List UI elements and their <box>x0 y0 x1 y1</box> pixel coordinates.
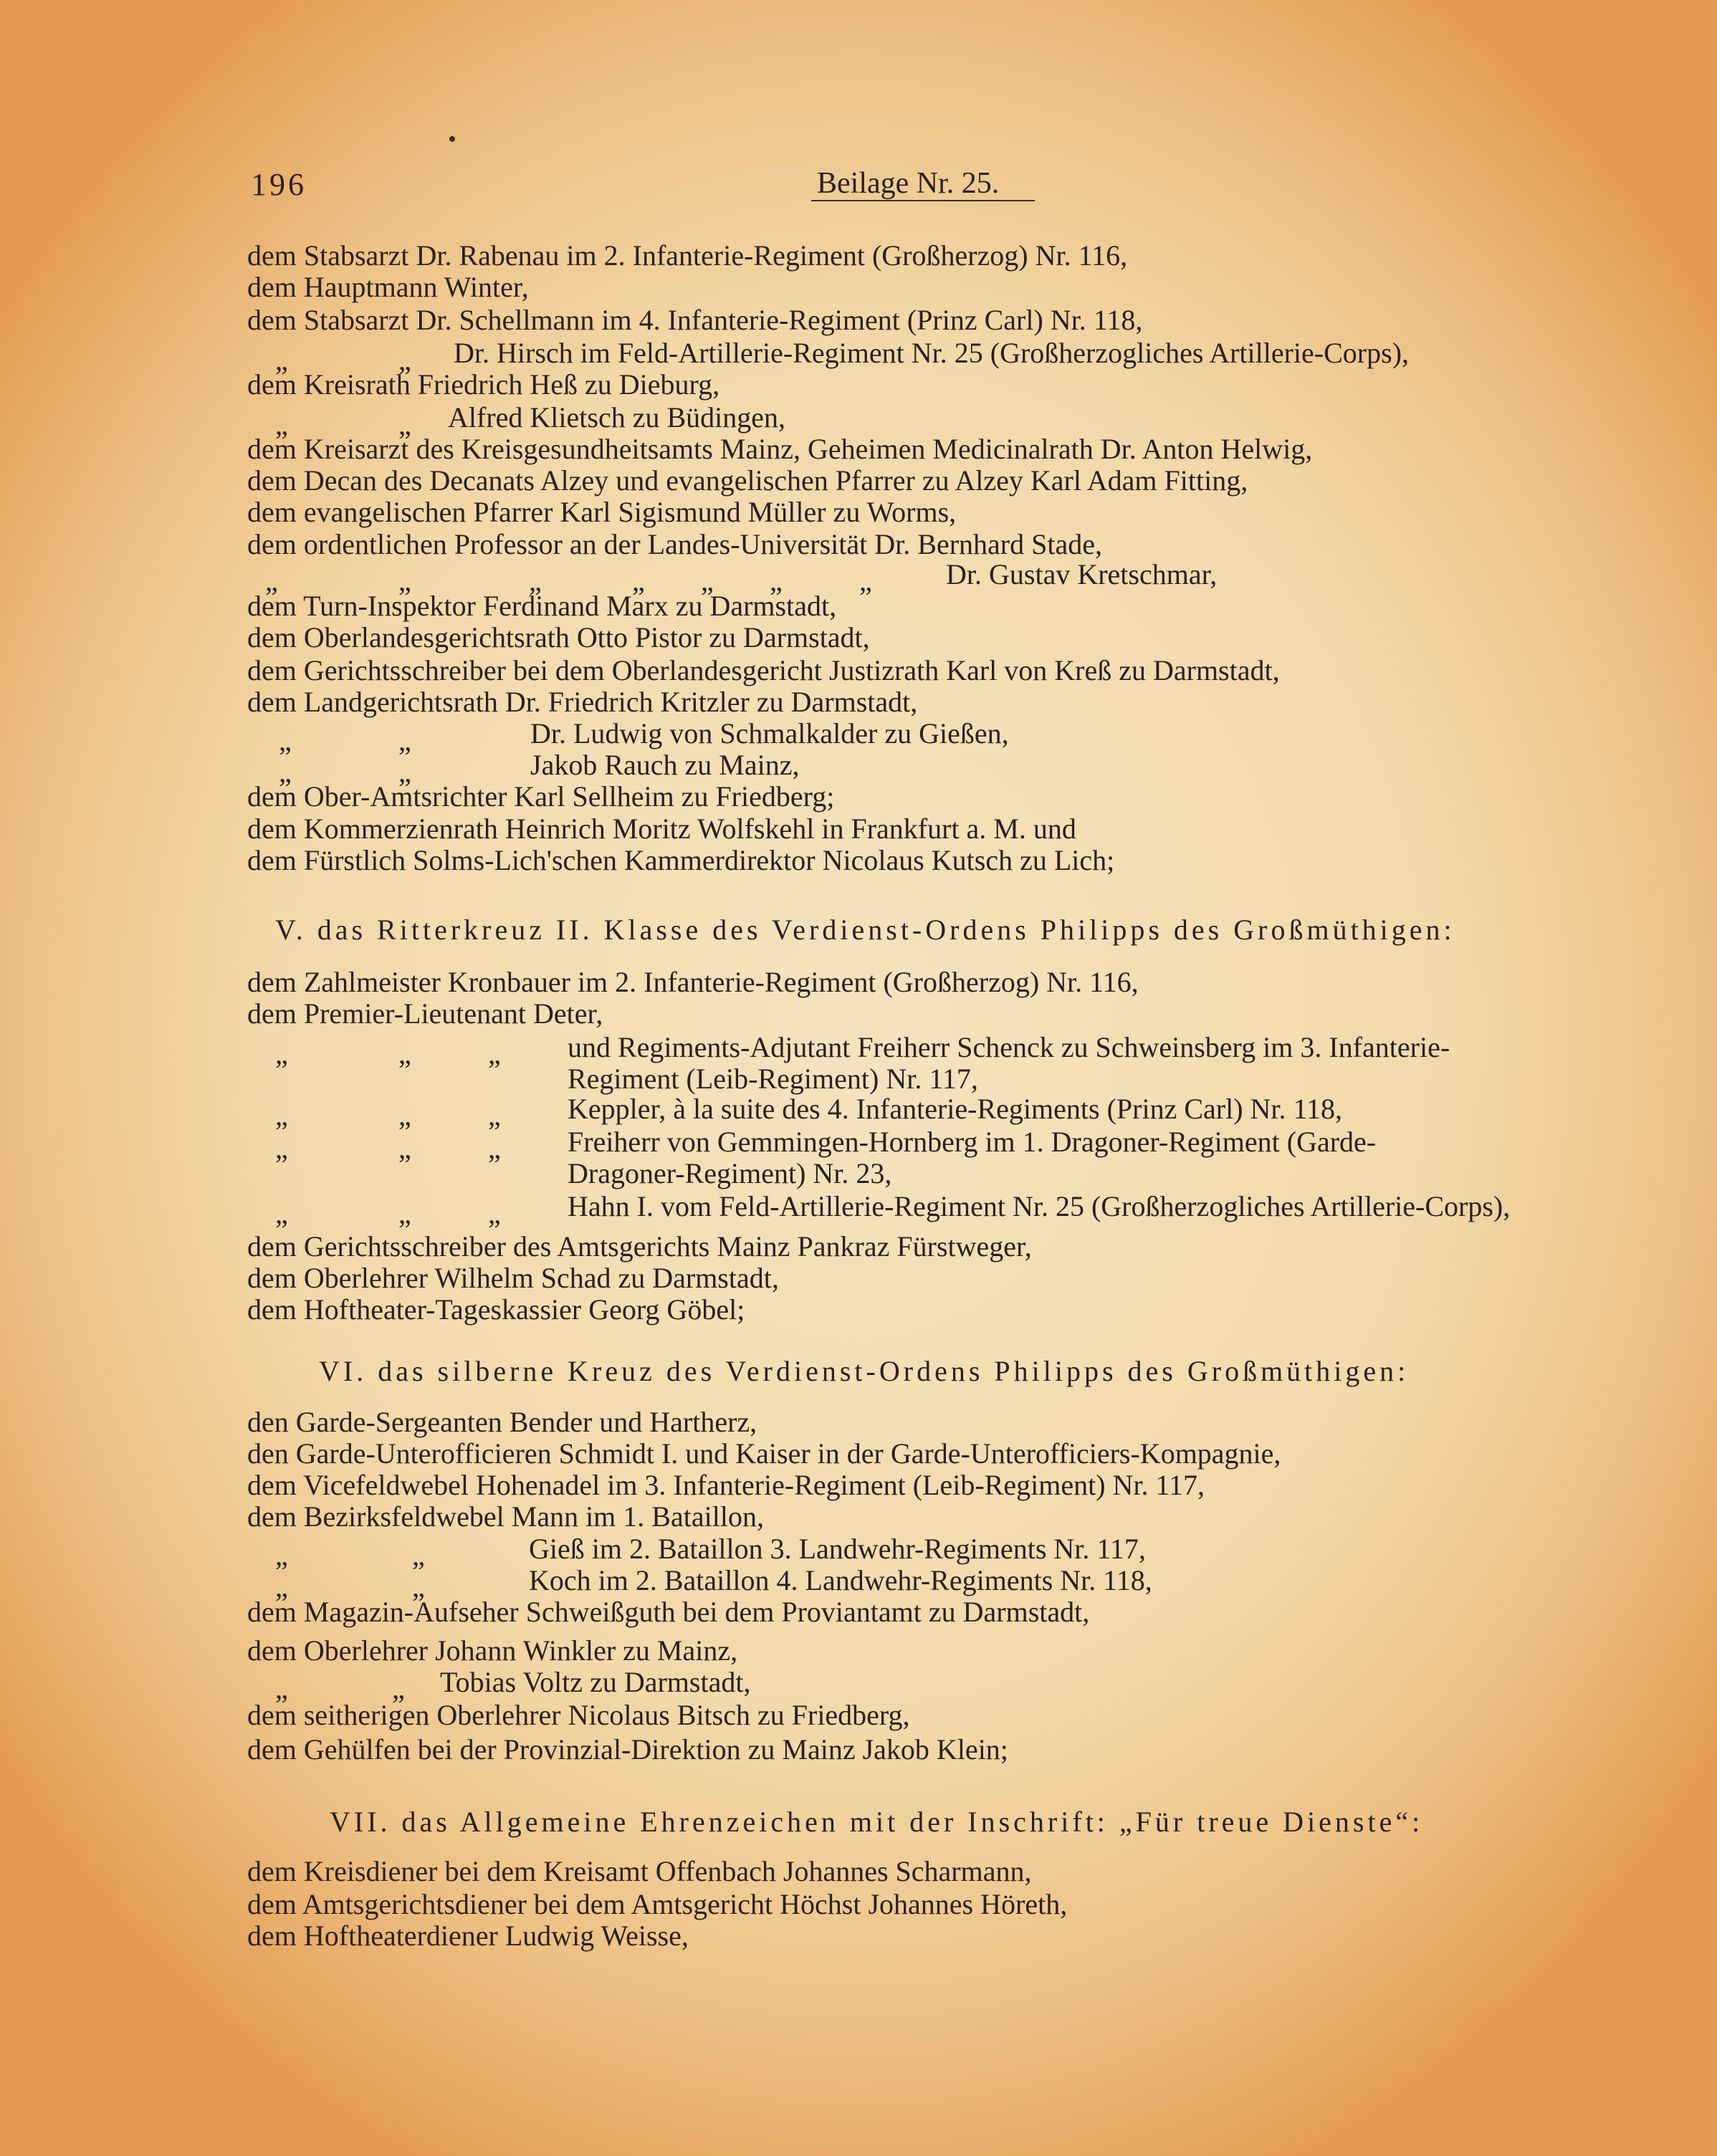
ditto-mark: „ <box>392 1672 405 1705</box>
ditto-mark: „ <box>275 1539 288 1571</box>
award-entry: Dragoner-Regiment) Nr. 23, <box>568 1157 892 1189</box>
award-entry: dem Kreisrath Friedrich Heß zu Dieburg, <box>247 368 720 401</box>
award-entry: dem Gerichtsschreiber des Amtsgerichts Mainz Pankraz Fürstweger, <box>247 1230 1032 1263</box>
page-title: Beilage Nr. 25. <box>817 167 1000 200</box>
ditto-mark: „ <box>275 1672 288 1705</box>
award-entry: Tobias Voltz zu Darmstadt, <box>440 1666 751 1698</box>
ditto-mark: „ <box>632 565 645 597</box>
award-entry: dem Zahlmeister Kronbauer im 2. Infanterie-Regiment (Großherzog) Nr. 116, <box>247 966 1139 998</box>
award-entry: Keppler, à la suite des 4. Infanterie-Regiments (Prinz Carl) Nr. 118, <box>568 1093 1343 1125</box>
award-entry: dem Oberlandesgerichtsrath Otto Pistor zu Darmstadt, <box>247 621 870 653</box>
award-entry: dem Kreisarzt des Kreisgesundheitsamts Mainz, Geheimen Medicinalrath Dr. Anton Helwig, <box>247 433 1313 465</box>
award-entry: dem Bezirksfeldwebel Mann im 1. Bataillon, <box>247 1500 764 1533</box>
award-entry: dem Decan des Decanats Alzey und evangelischen Pfarrer zu Alzey Karl Adam Fitting, <box>247 464 1248 497</box>
award-entry: Dr. Hirsch im Feld-Artillerie-Regiment Nr. 25 (Großherzogliches Artillerie-Corps), <box>454 337 1410 369</box>
award-entry: dem evangelischen Pfarrer Karl Sigismund Müller zu Worms, <box>247 496 957 528</box>
award-entry: Gieß im 2. Bataillon 3. Landwehr-Regiments Nr. 117, <box>529 1533 1146 1565</box>
award-entry: dem Turn-Inspektor Ferdinand Marx zu Darmstadt, <box>247 590 837 622</box>
section-heading: V. das Ritterkreuz II. Klasse des Verdienst-Ordens Philipps des Großmüthigen: <box>275 914 1455 946</box>
award-entry: und Regiments-Adjutant Freiherr Schenck zu Schweinsberg im 3. Infanterie- <box>568 1031 1450 1063</box>
ditto-mark: „ <box>275 1099 288 1131</box>
award-entry: dem Premier-Lieutenant Deter, <box>247 997 603 1030</box>
award-entry: dem Kreisdiener bei dem Kreisamt Offenbach Johannes Scharmann, <box>247 1855 1032 1887</box>
ditto-mark: „ <box>488 1132 501 1164</box>
award-entry: dem seitherigen Oberlehrer Nicolaus Bitsch zu Friedberg, <box>247 1699 910 1731</box>
ditto-mark: „ <box>275 408 288 441</box>
section-heading: VII. das Allgemeine Ehrenzeichen mit der Inschrift: „Für treue Dienste“: <box>330 1806 1424 1838</box>
ditto-mark: „ <box>398 756 411 788</box>
award-entry: dem Stabsarzt Dr. Schellmann im 4. Infanterie-Regiment (Prinz Carl) Nr. 118, <box>247 304 1143 336</box>
ditto-mark: „ <box>279 724 292 757</box>
award-entry: Hahn I. vom Feld-Artillerie-Regiment Nr. 25 (Großherzogliches Artillerie-Corps), <box>568 1190 1511 1222</box>
award-entry: Koch im 2. Bataillon 4. Landwehr-Regiments Nr. 118, <box>529 1564 1152 1596</box>
award-entry: dem Oberlehrer Johann Winkler zu Mainz, <box>247 1634 738 1667</box>
page-number: 196 <box>251 167 307 202</box>
ditto-mark: „ <box>701 565 714 597</box>
ditto-mark: „ <box>859 565 872 597</box>
ditto-mark: „ <box>412 1571 425 1603</box>
ditto-mark: „ <box>412 1539 425 1571</box>
award-entry: Alfred Klietsch zu Büdingen, <box>448 401 785 433</box>
award-entry: dem Kommerzienrath Heinrich Moritz Wolfskehl in Frankfurt a. M. und <box>247 813 1076 845</box>
award-entry: dem Hoftheaterdiener Ludwig Weisse, <box>247 1920 689 1952</box>
ditto-mark: „ <box>488 1038 501 1070</box>
award-entry: dem Oberlehrer Wilhelm Schad zu Darmstadt, <box>247 1262 779 1294</box>
ditto-mark: „ <box>279 756 292 788</box>
award-entry: dem Landgerichtsrath Dr. Friedrich Kritzler zu Darmstadt, <box>247 686 918 718</box>
award-entry: dem Magazin-Aufseher Schweißguth bei dem Proviantamt zu Darmstadt, <box>247 1596 1090 1628</box>
award-entry: Freiherr von Gemmingen-Hornberg im 1. Dragoner-Regiment (Garde- <box>568 1126 1377 1158</box>
award-entry: dem Hoftheater-Tageskassier Georg Göbel; <box>247 1293 745 1326</box>
ditto-mark: „ <box>275 1571 288 1603</box>
award-entry: dem Gerichtsschreiber bei dem Oberlandesgericht Justizrath Karl von Kreß zu Darmstadt, <box>247 654 1280 686</box>
ditto-mark: „ <box>275 1197 288 1230</box>
ink-speck <box>449 136 455 142</box>
ditto-mark: „ <box>488 1197 501 1230</box>
ditto-mark: „ <box>529 565 542 597</box>
award-entry: dem Ober-Amtsrichter Karl Sellheim zu Friedberg; <box>247 780 835 813</box>
ditto-mark: „ <box>770 565 783 597</box>
award-entry: dem Vicefeldwebel Hohenadel im 3. Infanterie-Regiment (Leib-Regiment) Nr. 117, <box>247 1469 1205 1501</box>
ditto-mark: „ <box>398 724 411 757</box>
award-entry: dem Fürstlich Solms-Lich'schen Kammerdirektor Nicolaus Kutsch zu Lich; <box>247 844 1115 876</box>
award-entry: Dr. Gustav Kretschmar, <box>946 558 1218 590</box>
award-entry: den Garde-Sergeanten Bender und Hartherz, <box>247 1406 757 1438</box>
ditto-mark: „ <box>398 1038 411 1070</box>
award-entry: dem Hauptmann Winter, <box>247 271 529 303</box>
award-entry: Jakob Rauch zu Mainz, <box>530 749 800 781</box>
ditto-mark: „ <box>398 344 411 376</box>
section-heading: VI. das silberne Kreuz des Verdienst-Ordens Philipps des Großmüthigen: <box>319 1355 1410 1387</box>
ditto-mark: „ <box>398 408 411 441</box>
award-entry: dem ordentlichen Professor an der Landes-Universität Dr. Bernhard Stade, <box>247 528 1102 560</box>
ditto-mark: „ <box>488 1099 501 1131</box>
award-entry: den Garde-Unterofficieren Schmidt I. und Kaiser in der Garde-Unterofficiers-Kompagnie, <box>247 1437 1281 1470</box>
ditto-mark: „ <box>398 1132 411 1164</box>
award-entry: dem Stabsarzt Dr. Rabenau im 2. Infanterie-Regiment (Großherzog) Nr. 116, <box>247 239 1128 272</box>
ditto-mark: „ <box>398 1099 411 1131</box>
ditto-mark: „ <box>398 1197 411 1230</box>
award-entry: dem Amtsgerichtsdiener bei dem Amtsgericht Höchst Johannes Höreth, <box>247 1888 1068 1920</box>
ditto-mark: „ <box>275 344 288 376</box>
ditto-mark: „ <box>398 565 411 597</box>
ditto-mark: „ <box>265 565 278 597</box>
title-underline <box>811 200 1035 201</box>
award-entry: Regiment (Leib-Regiment) Nr. 117, <box>568 1063 978 1095</box>
ditto-mark: „ <box>275 1132 288 1164</box>
award-entry: dem Gehülfen bei der Provinzial-Direktion zu Mainz Jakob Klein; <box>247 1733 1008 1765</box>
ditto-mark: „ <box>275 1038 288 1070</box>
award-entry: Dr. Ludwig von Schmalkalder zu Gießen, <box>530 717 1009 749</box>
